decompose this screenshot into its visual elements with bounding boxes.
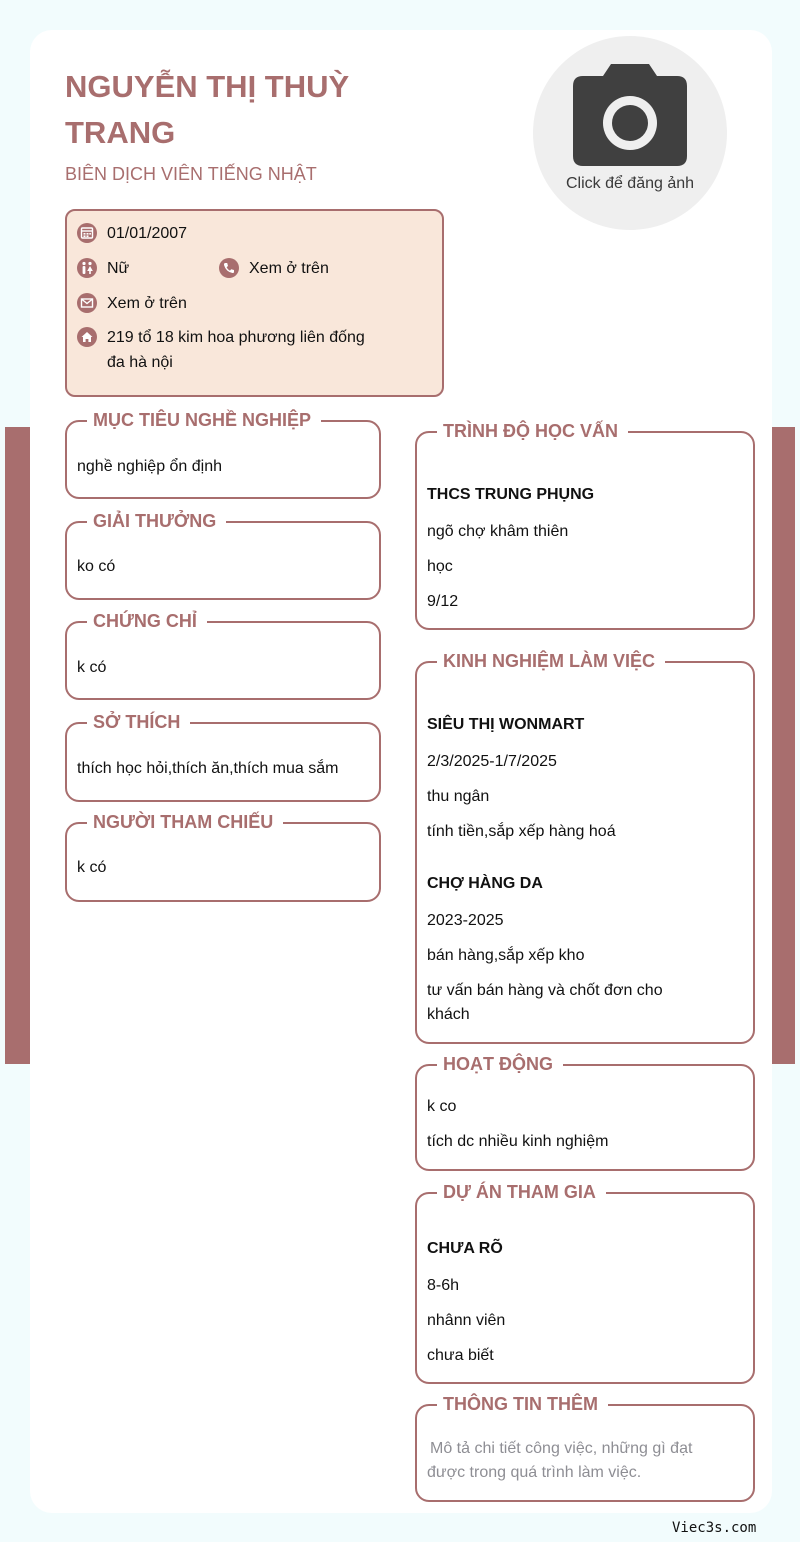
certificates-title: CHỨNG CHỈ [87,609,207,633]
hobbies-text: thích học hỏi,thích ăn,thích mua sắm [77,760,339,777]
activities-line-2: tích dc nhiều kinh nghiệm [427,1133,609,1150]
personal-info-box [65,209,444,397]
education-time: 9/12 [427,593,459,610]
experience-section[interactable] [415,651,755,1044]
references-text: k có [77,859,107,876]
experience-title: KINH NGHIỆM LÀM VIỆC [437,649,665,673]
experience-role-2: bán hàng,sắp xếp kho [427,947,585,964]
photo-caption: Click để đăng ảnh [565,175,695,192]
dob-text: 01/01/2007 [107,225,188,242]
education-title: TRÌNH ĐỘ HỌC VẤN [437,419,628,443]
footer-brand: Viec3s.com [672,1520,757,1536]
additional-info-placeholder-line-1: Mô tả chi tiết công việc, những gì đạt [430,1440,693,1457]
hobbies-section[interactable] [65,712,381,802]
projects-desc: chưa biết [427,1347,494,1364]
additional-info-placeholder-line-2: được trong quá trình làm việc. [427,1464,642,1481]
email-icon [77,293,97,313]
job-title[interactable]: BIÊN DỊCH VIÊN TIẾNG NHẬT [65,164,317,184]
additional-info-title: THÔNG TIN THÊM [437,1392,608,1416]
activities-section[interactable] [415,1054,755,1171]
camera-icon [573,64,687,166]
experience-desc-2-line-1: tư vấn bán hàng và chốt đơn cho [427,982,663,999]
experience-time-1: 2/3/2025-1/7/2025 [427,753,557,770]
education-major: học [427,558,453,575]
education-place: ngõ chợ khâm thiên [427,523,569,540]
objective-section[interactable] [65,410,381,499]
experience-desc-1: tính tiền,sắp xếp hàng hoá [427,823,616,840]
additional-info-section[interactable] [415,1394,755,1502]
phone-icon [219,258,239,278]
name-line-2: TRANG [65,115,176,150]
activities-line-1: k co [427,1098,457,1115]
photo-upload[interactable] [533,36,727,230]
name-line-1: NGUYỄN THỊ THUỲ [65,69,350,104]
activities-title: HOẠT ĐỘNG [437,1052,563,1076]
education-school: THCS TRUNG PHỤNG [427,486,595,503]
address-line-2: đa hà nội [107,354,173,371]
references-title: NGƯỜI THAM CHIẾU [87,810,283,834]
certificates-section[interactable] [65,611,381,700]
projects-title: DỰ ÁN THAM GIA [437,1180,606,1204]
experience-desc-2-line-2: khách [427,1006,470,1023]
hobbies-title: SỞ THÍCH [87,710,190,734]
experience-time-2: 2023-2025 [427,912,504,929]
right-accent-band [772,427,795,1064]
left-accent-band [5,427,30,1064]
objective-text: nghề nghiệp ổn định [77,458,223,475]
references-section[interactable] [65,812,381,902]
gender-icon [77,258,97,278]
awards-section[interactable] [65,511,381,600]
projects-section[interactable] [415,1182,755,1384]
projects-role: nhânn viên [427,1312,506,1329]
education-section[interactable] [415,421,755,630]
home-icon [77,327,97,347]
experience-company-2: CHỢ HÀNG DA [427,875,543,892]
projects-time: 8-6h [427,1277,460,1294]
awards-title: GIẢI THƯỞNG [87,509,226,533]
calendar-icon [77,223,97,243]
phone-text: Xem ở trên [249,260,329,277]
projects-name: CHƯA RÕ [427,1240,503,1257]
gender-text: Nữ [107,260,130,277]
experience-company-1: SIÊU THỊ WONMART [427,716,585,733]
email-text: Xem ở trên [107,295,187,312]
address-line-1: 219 tổ 18 kim hoa phương liên đống [107,329,365,346]
awards-text: ko có [77,558,116,575]
candidate-name[interactable] [65,64,395,156]
certificates-text: k có [77,659,107,676]
experience-role-1: thu ngân [427,788,490,805]
objective-title: MỤC TIÊU NGHỀ NGHIỆP [87,408,321,432]
